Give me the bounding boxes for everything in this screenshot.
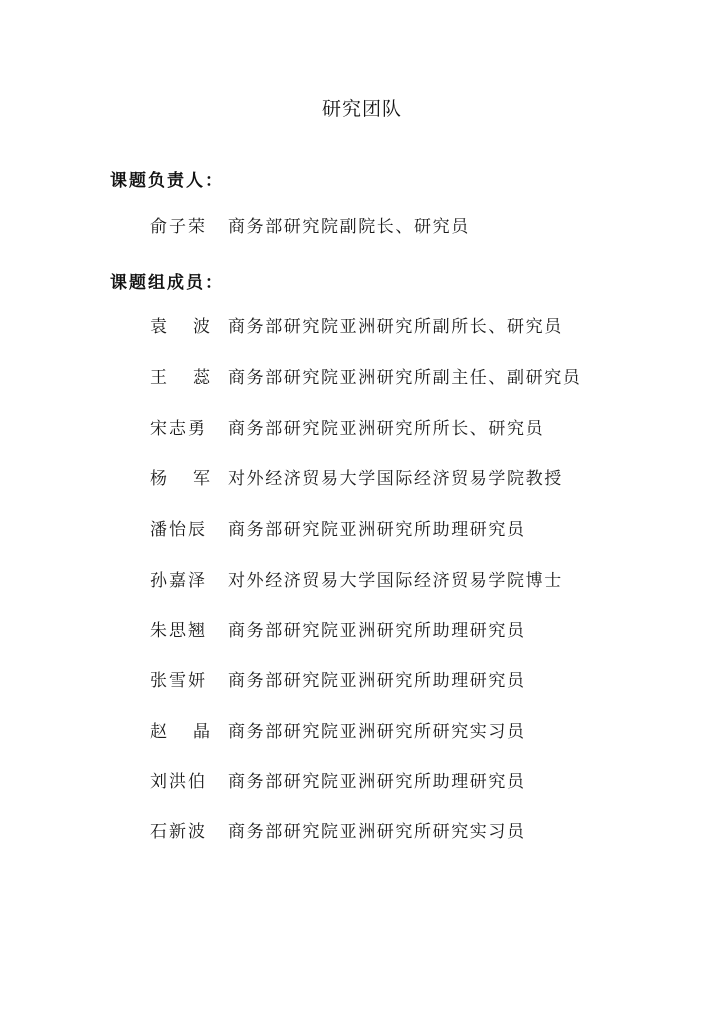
member-row <box>150 366 581 390</box>
member-row <box>150 518 526 542</box>
member-name: 刘洪伯 <box>150 772 207 792</box>
member-role: 商务部研究院亚洲研究所副所长、研究员 <box>228 317 563 337</box>
member-name <box>150 366 228 390</box>
member-row <box>150 315 563 339</box>
member-name-char-1: 袁 <box>150 317 167 337</box>
leader-heading: 课题负责人： <box>110 171 224 191</box>
members-heading: 课题组成员： <box>110 273 224 293</box>
member-name-char-2: 蕊 <box>193 368 210 388</box>
member-role: 对外经济贸易大学国际经济贸易学院博士 <box>228 571 563 591</box>
member-role: 对外经济贸易大学国际经济贸易学院教授 <box>228 469 563 489</box>
member-name <box>150 467 228 491</box>
member-row <box>150 569 563 593</box>
member-role: 商务部研究院亚洲研究所研究实习员 <box>228 722 526 742</box>
member-role: 商务部研究院亚洲研究所助理研究员 <box>228 772 526 792</box>
leader-row <box>150 215 470 239</box>
member-row <box>150 669 526 693</box>
member-row <box>150 820 526 844</box>
member-name: 孙嘉泽 <box>150 571 207 591</box>
member-name: 宋志勇 <box>150 419 207 439</box>
member-role: 商务部研究院亚洲研究所助理研究员 <box>228 621 526 641</box>
member-name-char-2: 军 <box>193 469 210 489</box>
member-row <box>150 467 563 491</box>
member-row <box>150 770 526 794</box>
member-name: 俞子荣 <box>150 217 207 237</box>
member-name: 张雪妍 <box>150 671 207 691</box>
member-name-char-1: 杨 <box>150 469 167 489</box>
member-role: 商务部研究院副院长、研究员 <box>228 217 470 237</box>
member-name <box>150 720 228 744</box>
member-row <box>150 417 544 441</box>
member-name <box>150 315 228 339</box>
member-row <box>150 720 526 744</box>
member-name-char-1: 赵 <box>150 722 167 742</box>
member-role: 商务部研究院亚洲研究所副主任、副研究员 <box>228 368 582 388</box>
member-role: 商务部研究院亚洲研究所助理研究员 <box>228 671 526 691</box>
member-name-char-2: 晶 <box>193 722 210 742</box>
member-name: 石新波 <box>150 822 207 842</box>
member-name-char-1: 王 <box>150 368 167 388</box>
page-title: 研究团队 <box>321 98 402 120</box>
member-role: 商务部研究院亚洲研究所助理研究员 <box>228 520 526 540</box>
member-name: 朱思翘 <box>150 621 207 641</box>
member-row <box>150 619 526 643</box>
member-role: 商务部研究院亚洲研究所研究实习员 <box>228 822 526 842</box>
member-name: 潘怡辰 <box>150 520 207 540</box>
member-role: 商务部研究院亚洲研究所所长、研究员 <box>228 419 545 439</box>
member-name-char-2: 波 <box>193 317 210 337</box>
